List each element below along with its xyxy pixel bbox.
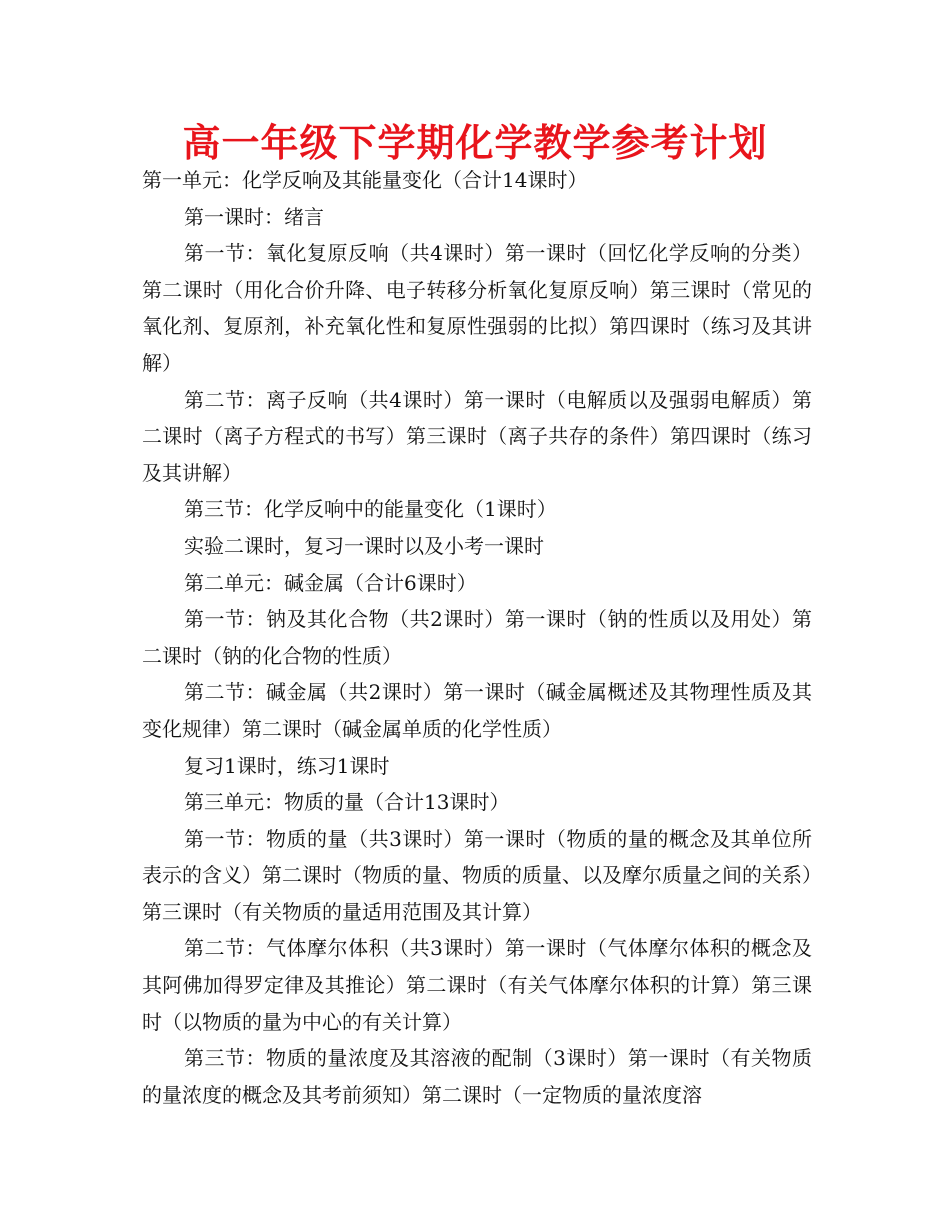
paragraph-section-amount: 第一节：物质的量（共3课时）第一课时（物质的量的概念及其单位所表示的含义）第二课时（物质的量、物质的质量、以及摩尔质量之间的关系）第三课时（有关物质的量适用范围及其计算） [142,826,812,924]
paragraph-section-sodium: 第一节：钠及其化合物（共2课时）第一课时（钠的性质以及用处）第二课时（钠的化合物的性质） [142,607,812,668]
paragraph-section-redox: 第一节：氧化复原反响（共4课时）第一课时（回忆化学反响的分类）第二课时（用化合价升降、电子转移分析氧化复原反响）第三课时（常见的氧化剂、复原剂，补充氧化性和复原性强弱的比拟）第四课时（练习及其讲解） [142,241,812,375]
document-title: 高一年级下学期化学教学参考计划 [182,121,768,165]
paragraph-unit-3: 第三单元：物质的量（合计13课时） [184,790,510,815]
paragraph-section-energy: 第三节：化学反响中的能量变化（1课时） [184,497,557,522]
paragraph-review-practice: 复习1课时，练习1课时 [184,753,390,778]
paragraph-intro-lesson: 第一课时：绪言 [184,204,324,229]
paragraph-unit-2: 第二单元：碱金属（合计6课时） [184,570,477,595]
paragraph-unit-1: 第一单元：化学反响及其能量变化（合计14课时） [142,168,588,192]
paragraph-section-concentration: 第三节：物质的量浓度及其溶液的配制（3课时）第一课时（有关物质的量浓度的概念及其考前须知）第二课时（一定物质的量浓度溶 [142,1046,812,1107]
paragraph-section-molar-volume: 第二节：气体摩尔体积（共3课时）第一课时（气体摩尔体积的概念及其阿佛加得罗定律及其推论）第二课时（有关气体摩尔体积的计算）第三课时（以物质的量为中心的有关计算） [142,936,812,1034]
paragraph-section-alkali: 第二节：碱金属（共2课时）第一课时（碱金属概述及其物理性质及其变化规律）第二课时（碱金属单质的化学性质） [142,680,812,741]
paragraph-section-ionic: 第二节：离子反响（共4课时）第一课时（电解质以及强弱电解质）第二课时（离子方程式的书写）第三课时（离子共存的条件）第四课时（练习及其讲解） [142,387,812,485]
paragraph-experiment-review: 实验二课时，复习一课时以及小考一课时 [184,533,544,558]
document-body [142,162,812,1113]
